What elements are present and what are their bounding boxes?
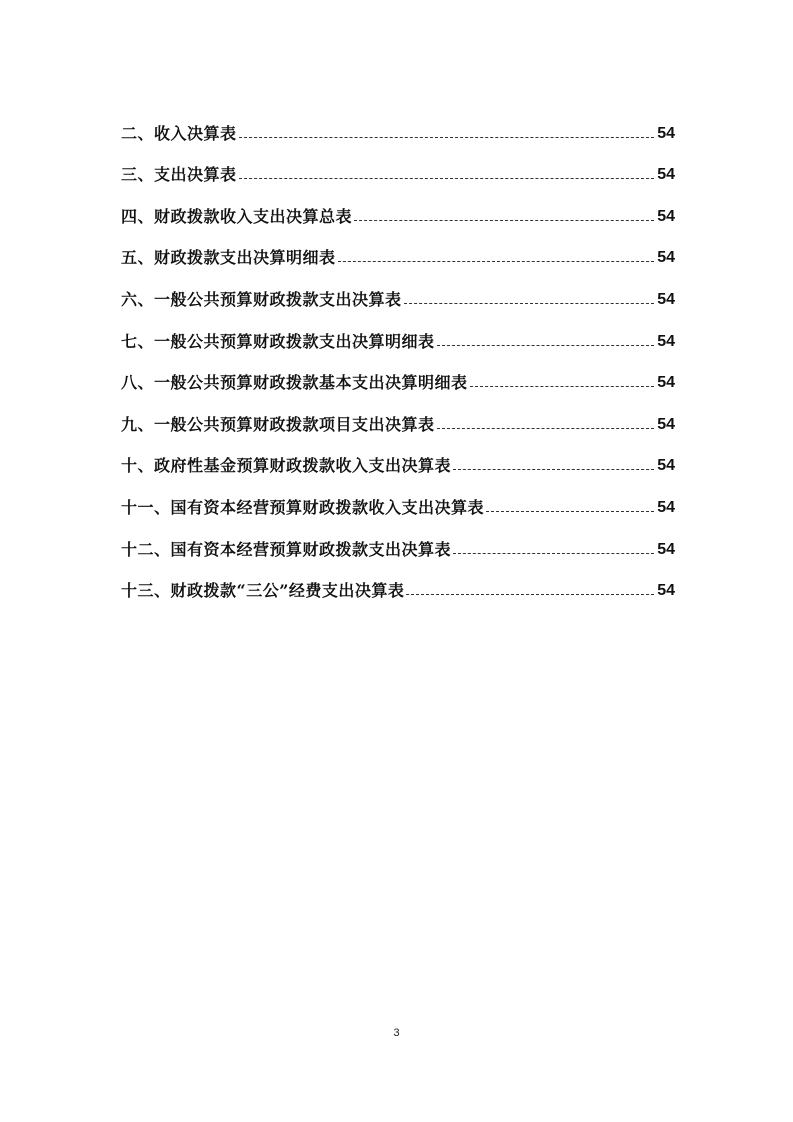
toc-entry-title: 四、财政拨款收入支出决算总表	[121, 206, 353, 226]
toc-entry[interactable]	[121, 144, 675, 186]
toc-leader-dots	[437, 345, 655, 346]
toc-entry[interactable]	[121, 352, 675, 394]
toc-entry-page: 54	[657, 582, 675, 600]
toc-entry-page: 54	[657, 457, 675, 475]
toc-leader-dots	[486, 511, 654, 512]
toc-leader-dots	[406, 594, 654, 595]
toc-entry-title: 十二、国有资本经营预算财政拨款支出决算表	[121, 539, 452, 559]
toc-entry-page: 54	[657, 290, 675, 308]
toc-leader-dots	[239, 178, 655, 179]
toc-entry-page: 54	[657, 166, 675, 184]
toc-entry-page: 54	[657, 124, 675, 142]
toc-entry-title: 二、收入决算表	[121, 123, 237, 143]
toc-entry-page: 54	[657, 498, 675, 516]
toc-entry[interactable]	[121, 310, 675, 352]
toc-entry-title: 十、政府性基金预算财政拨款收入支出决算表	[121, 456, 452, 476]
toc-entry-title: 十一、国有资本经营预算财政拨款收入支出决算表	[121, 497, 485, 517]
toc-leader-dots	[239, 137, 655, 138]
toc-entry-page: 54	[657, 415, 675, 433]
toc-entry-page: 54	[657, 207, 675, 225]
toc-leader-dots	[437, 428, 655, 429]
toc-entry-page: 54	[657, 374, 675, 392]
toc-leader-dots	[404, 303, 655, 304]
toc-entry-page: 54	[657, 540, 675, 558]
toc-leader-dots	[470, 386, 655, 387]
toc-entry[interactable]	[121, 435, 675, 477]
toc-entry-page: 54	[657, 249, 675, 267]
toc-entry-page: 54	[657, 332, 675, 350]
toc-entry[interactable]	[121, 476, 675, 518]
page-number: 3	[393, 1027, 400, 1039]
toc-leader-dots	[453, 553, 654, 554]
toc-leader-dots	[354, 220, 654, 221]
toc-entry-title: 六、一般公共预算财政拨款支出决算表	[121, 289, 402, 309]
toc-entry-title: 七、一般公共预算财政拨款支出决算明细表	[121, 331, 435, 351]
toc-entry[interactable]	[121, 518, 675, 560]
toc-entry[interactable]	[121, 185, 675, 227]
toc-leader-dots	[453, 469, 654, 470]
toc-entry[interactable]	[121, 102, 675, 144]
toc-entry-title: 三、支出决算表	[121, 165, 237, 185]
toc-entry[interactable]	[121, 560, 675, 602]
table-of-contents	[121, 102, 675, 601]
toc-entry-title: 十三、财政拨款“三公”经费支出决算表	[121, 581, 405, 601]
toc-entry[interactable]	[121, 227, 675, 269]
toc-leader-dots	[338, 261, 655, 262]
toc-entry-title: 五、财政拨款支出决算明细表	[121, 248, 336, 268]
toc-entry-title: 八、一般公共预算财政拨款基本支出决算明细表	[121, 373, 468, 393]
toc-entry[interactable]	[121, 393, 675, 435]
toc-entry[interactable]	[121, 268, 675, 310]
toc-entry-title: 九、一般公共预算财政拨款项目支出决算表	[121, 414, 435, 434]
